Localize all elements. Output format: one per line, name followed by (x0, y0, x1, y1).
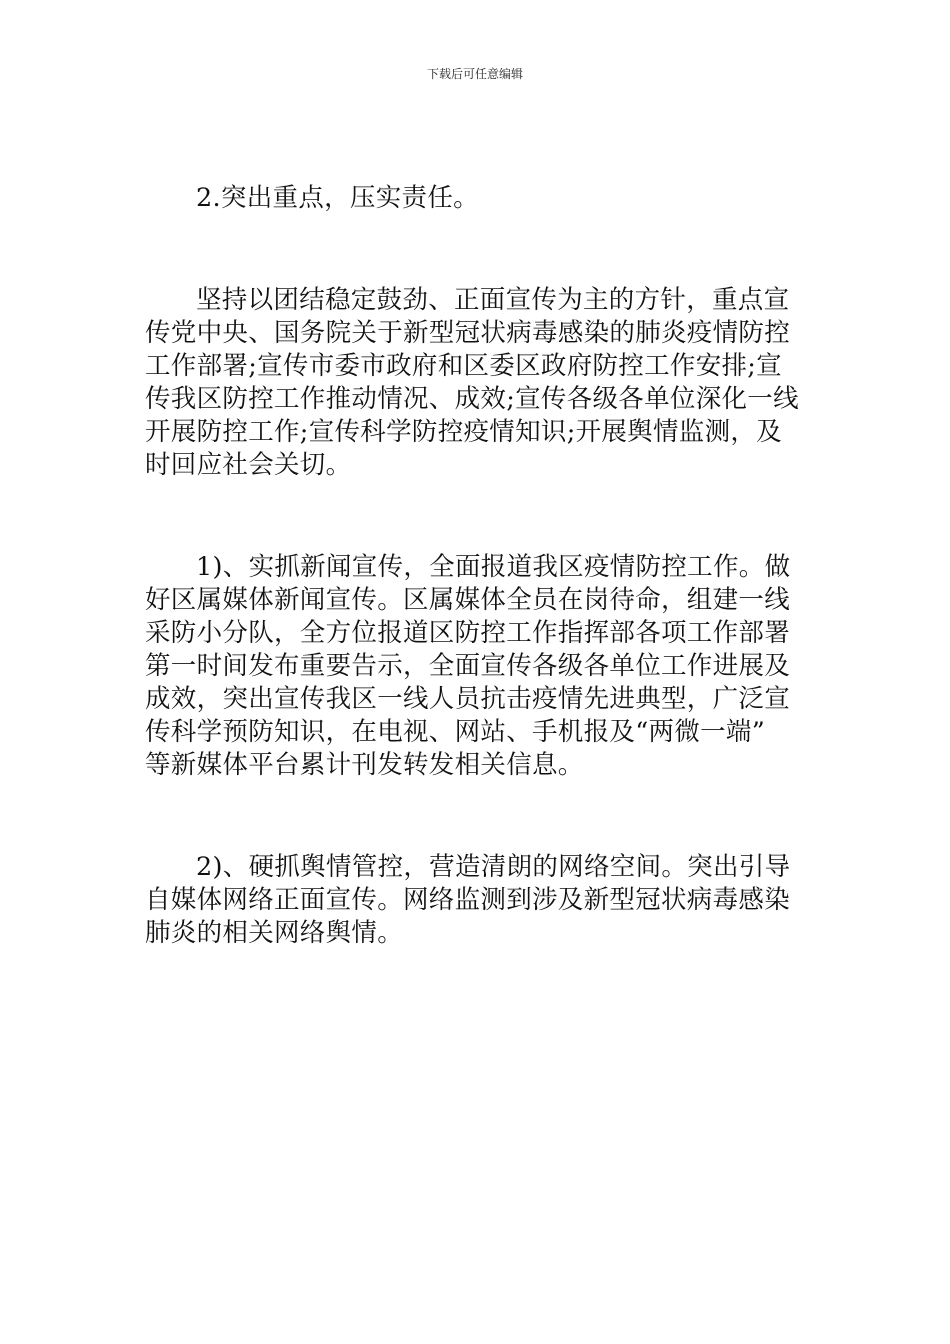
paragraph-line: 自媒体网络正面宣传。网络监测到涉及新型冠状病毒感染 (145, 885, 791, 915)
paragraph-line: 成效，突出宣传我区一线人员抗击疫情先进典型，广泛宣 (145, 684, 791, 714)
paragraph-line: 肺炎的相关网络舆情。 (145, 918, 404, 948)
paragraph-line: 等新媒体平台累计刊发转发相关信息。 (145, 750, 584, 780)
paragraph-line: 好区属媒体新闻宣传。区属媒体全员在岗待命，组建一线 (145, 585, 791, 615)
paragraph-line: 第一时间发布重要告示，全面宣传各级各单位工作进展及 (145, 651, 791, 681)
paragraph-line: 传我区防控工作推动情况、成效;宣传各级各单位深化一线 (145, 384, 799, 414)
paragraph-line: 工作部署;宣传市委市政府和区委区政府防控工作安排;宣 (145, 351, 782, 381)
paragraph-opinion (145, 851, 807, 950)
paragraph-line: 2)、硬抓舆情管控，营造清朗的网络空间。突出引导 (196, 852, 791, 882)
paragraph-policy (145, 284, 807, 482)
paragraph-news (145, 551, 807, 782)
section-heading (145, 182, 807, 215)
document-body (145, 182, 807, 950)
paragraph-line: 坚持以团结稳定鼓劲、正面宣传为主的方针，重点宣 (196, 285, 790, 315)
heading-line: 2.突出重点，压实责任。 (196, 183, 479, 213)
paragraph-line: 传党中央、国务院关于新型冠状病毒感染的肺炎疫情防控 (145, 318, 791, 348)
header-note: 下载后可任意编辑 (426, 67, 523, 81)
paragraph-line: 1)、实抓新闻宣传，全面报道我区疫情防控工作。做 (196, 552, 791, 582)
paragraph-line: 开展防控工作;宣传科学防控疫情知识;开展舆情监测，及 (145, 417, 782, 447)
paragraph-line: 时回应社会关切。 (145, 450, 352, 480)
paragraph-line: 采防小分队，全方位报道区防控工作指挥部各项工作部署 (145, 618, 791, 648)
paragraph-line: 传科学预防知识，在电视、网站、手机报及“两微一端” (145, 717, 766, 747)
